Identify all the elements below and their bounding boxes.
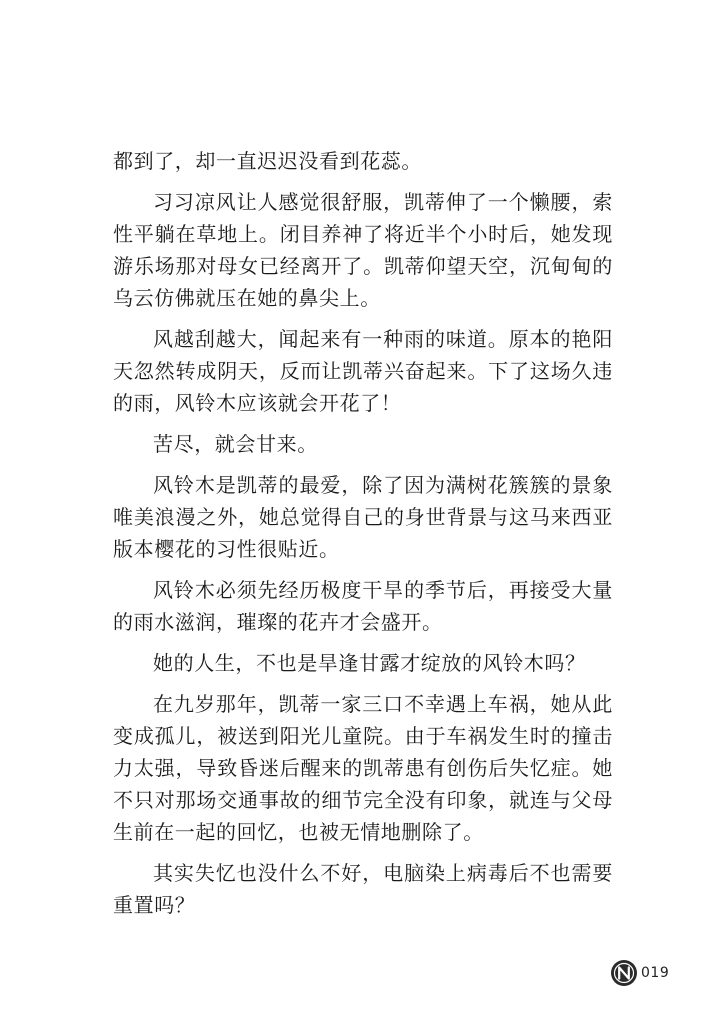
paragraph: 其实失忆也没什么不好，电脑染上病毒后不也需要重置吗？ — [113, 861, 613, 917]
paragraph: 风越刮越大，闻起来有一种雨的味道。原本的艳阳天忽然转成阴天，反而让凯蒂兴奋起来。下了这场久违的雨，风铃木应该就会开花了！ — [113, 327, 613, 415]
paragraph: 苦尽，就会甘来。 — [153, 432, 318, 456]
page-number: 019 — [641, 965, 670, 981]
paragraph: 她的人生，不也是旱逢甘露才绽放的风铃木吗？ — [153, 651, 586, 675]
body-text — [113, 145, 613, 930]
paragraph: 风铃木是凯蒂的最爱，除了因为满树花簇簇的景象唯美浪漫之外，她总觉得自己的身世背景与这马来西亚版本樱花的习性很贴近。 — [113, 473, 613, 561]
publisher-logo-icon — [610, 959, 638, 987]
page-footer — [610, 957, 669, 989]
paragraph: 都到了，却一直迟迟没看到花蕊。 — [113, 149, 422, 173]
paragraph: 风铃木必须先经历极度干旱的季节后，再接受大量的雨水滋润，璀璨的花卉才会盛开。 — [113, 578, 613, 634]
paragraph: 习习凉风让人感觉很舒服，凯蒂伸了一个懒腰，索性平躺在草地上。闭目养神了将近半个小时后，她发现游乐场那对母女已经离开了。凯蒂仰望天空，沉甸甸的乌云仿佛就压在她的鼻尖上。 — [113, 190, 613, 310]
paragraph: 在九岁那年，凯蒂一家三口不幸遇上车祸，她从此变成孤儿，被送到阳光儿童院。由于车祸发生时的撞击力太强，导致昏迷后醒来的凯蒂患有创伤后失忆症。她不只对那场交通事故的细节完全没有印象，就连与父母生前在一起的回忆，也被无情地删除了。 — [113, 692, 613, 844]
